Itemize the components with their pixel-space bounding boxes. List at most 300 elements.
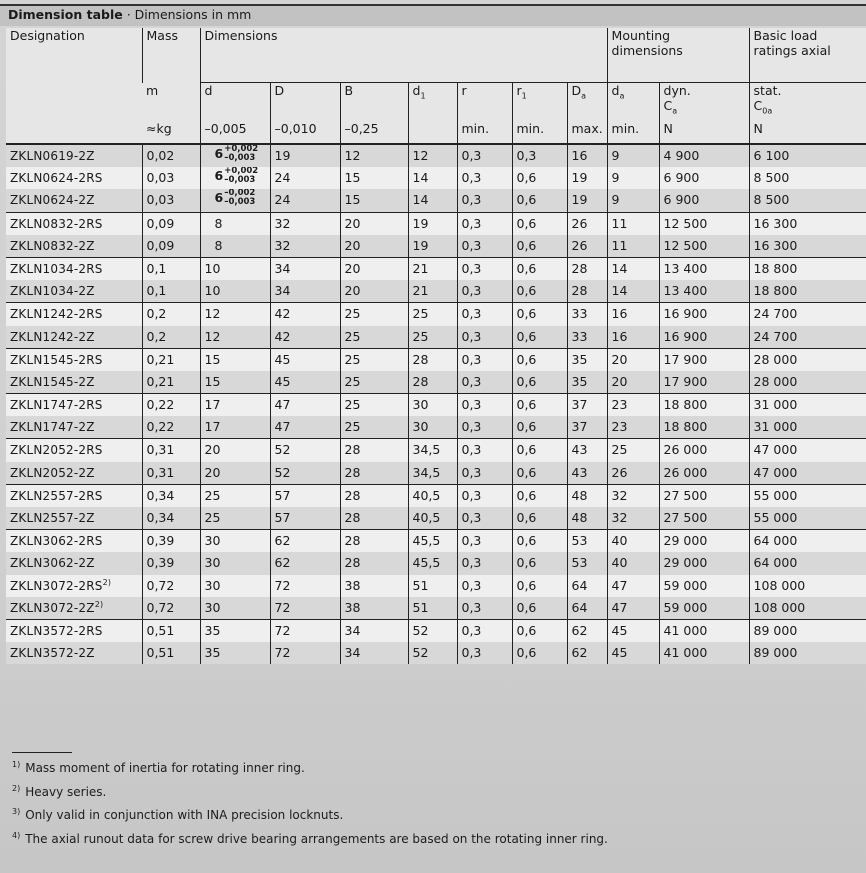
cell-r: 0,3 (457, 642, 512, 664)
cell-b: 15 (340, 167, 408, 189)
cell-da: 23 (607, 394, 659, 417)
cell-designation: ZKLN2557-2Z (6, 507, 142, 530)
header-symbol-C0a: stat. $C_{0a}$ (749, 83, 866, 122)
cell-mass: 0,31 (142, 462, 200, 485)
table-row (6, 416, 866, 439)
cell-b: 34 (340, 642, 408, 664)
table-row (6, 530, 866, 553)
cell-b: 25 (340, 326, 408, 349)
cell-d1: 40,5 (408, 484, 457, 507)
cell-da: 62 (567, 619, 607, 642)
cell-b: 20 (340, 212, 408, 235)
cell-d1: 40,5 (408, 507, 457, 530)
cell-d: 6 –0,002 –0,003 (200, 189, 270, 212)
cell-r1: 0,3 (512, 144, 567, 167)
table-body (6, 144, 866, 664)
cell-designation: ZKLN1545-2RS (6, 348, 142, 371)
cell-designation: ZKLN0619-2Z (6, 144, 142, 167)
cell-c0a: 47 000 (749, 462, 866, 485)
cell-d1: 30 (408, 394, 457, 417)
cell-da: 33 (567, 303, 607, 326)
cell-r: 0,3 (457, 303, 512, 326)
cell-c0a: 108 000 (749, 575, 866, 597)
cell-r: 0,3 (457, 462, 512, 485)
table-row (6, 597, 866, 620)
cell-d: 8 (200, 235, 270, 258)
cell-c0a: 28 000 (749, 371, 866, 394)
cell-da: 9 (607, 167, 659, 189)
cell-r1: 0,6 (512, 484, 567, 507)
cell-ca: 17 900 (659, 371, 749, 394)
cell-d: 47 (270, 416, 340, 439)
cell-da: 47 (607, 597, 659, 620)
cell-da: 45 (607, 642, 659, 664)
cell-r: 0,3 (457, 416, 512, 439)
cell-b: 12 (340, 144, 408, 167)
cell-ca: 41 000 (659, 642, 749, 664)
table-row (6, 484, 866, 507)
footnote-item: $^{3)}$ Only valid in conjunction with INA precision locknuts. (12, 807, 344, 822)
cell-da: 53 (567, 552, 607, 574)
cell-d: 24 (270, 189, 340, 212)
cell-d1: 34,5 (408, 462, 457, 485)
cell-d: 45 (270, 348, 340, 371)
cell-da: 43 (567, 462, 607, 485)
cell-mass: 0,31 (142, 439, 200, 462)
cell-ca: 27 500 (659, 484, 749, 507)
cell-d: 12 (200, 326, 270, 349)
cell-designation: ZKLN1747-2Z (6, 416, 142, 439)
cell-ca: 12 500 (659, 235, 749, 258)
cell-r1: 0,6 (512, 462, 567, 485)
cell-c0a: 31 000 (749, 394, 866, 417)
cell-r: 0,3 (457, 552, 512, 574)
table-row (6, 257, 866, 280)
table-row (6, 303, 866, 326)
header-symbol-r1: $r_1$ (512, 83, 567, 122)
tolerance: –0,002 –0,003 (224, 189, 256, 208)
cell-b: 20 (340, 235, 408, 258)
cell-r1: 0,6 (512, 507, 567, 530)
cell-da: 26 (567, 212, 607, 235)
cell-r: 0,3 (457, 235, 512, 258)
cell-r1: 0,6 (512, 552, 567, 574)
table-row (6, 462, 866, 485)
cell-ca: 16 900 (659, 326, 749, 349)
cell-d1: 52 (408, 619, 457, 642)
table-title-separator: · (122, 7, 135, 22)
footnote-item: $^{2)}$ Heavy series. (12, 783, 107, 799)
cell-r: 0,3 (457, 212, 512, 235)
cell-d1: 19 (408, 235, 457, 258)
table-row (6, 167, 866, 189)
cell-d: 10 (200, 280, 270, 303)
cell-c0a: 31 000 (749, 416, 866, 439)
cell-da: 64 (567, 597, 607, 620)
cell-c0a: 18 800 (749, 257, 866, 280)
table-row (6, 619, 866, 642)
cell-d1: 25 (408, 326, 457, 349)
footnote-rule (12, 752, 72, 753)
cell-mass: 0,39 (142, 552, 200, 574)
cell-ca: 27 500 (659, 507, 749, 530)
cell-c0a: 28 000 (749, 348, 866, 371)
cell-da: 11 (607, 235, 659, 258)
cell-d: 25 (200, 507, 270, 530)
cell-b: 28 (340, 530, 408, 553)
cell-d: 24 (270, 167, 340, 189)
tolerance: +0,002 –0,003 (224, 144, 259, 163)
header-basic-load-ratings: Basic load ratings axial (749, 28, 866, 83)
cell-r: 0,3 (457, 257, 512, 280)
cell-mass: 0,02 (142, 144, 200, 167)
cell-mass: 0,09 (142, 212, 200, 235)
cell-d1: 34,5 (408, 439, 457, 462)
cell-d1: 51 (408, 575, 457, 597)
cell-b: 34 (340, 619, 408, 642)
cell-d: 15 (200, 348, 270, 371)
cell-r1: 0,6 (512, 642, 567, 664)
cell-b: 20 (340, 280, 408, 303)
table-row (6, 575, 866, 597)
cell-d: 17 (200, 416, 270, 439)
cell-mass: 0,22 (142, 416, 200, 439)
cell-r: 0,3 (457, 394, 512, 417)
cell-b: 28 (340, 439, 408, 462)
cell-da: 28 (567, 257, 607, 280)
header-designation: Designation (6, 28, 142, 144)
unit-r1: min. (512, 121, 567, 144)
cell-d1: 14 (408, 167, 457, 189)
unit-C0a: N (749, 121, 866, 144)
cell-r1: 0,6 (512, 167, 567, 189)
cell-da: 14 (607, 257, 659, 280)
table-row (6, 552, 866, 574)
cell-mass: 0,1 (142, 257, 200, 280)
cell-c0a: 6 100 (749, 144, 866, 167)
cell-da: 40 (607, 530, 659, 553)
table-row (6, 235, 866, 258)
header-mounting-dimensions: Mounting dimensions (607, 28, 749, 83)
header-symbol-d1: $d_1$ (408, 83, 457, 122)
cell-designation: ZKLN3062-2Z (6, 552, 142, 574)
unit-r: min. (457, 121, 512, 144)
cell-r: 0,3 (457, 439, 512, 462)
cell-da: 37 (567, 394, 607, 417)
cell-d: 72 (270, 619, 340, 642)
cell-d: 30 (200, 597, 270, 620)
cell-r: 0,3 (457, 144, 512, 167)
cell-da: 35 (567, 348, 607, 371)
header-dimensions: Dimensions (200, 28, 607, 83)
cell-da: 37 (567, 416, 607, 439)
cell-d1: 25 (408, 303, 457, 326)
cell-r1: 0,6 (512, 439, 567, 462)
cell-d: 12 (200, 303, 270, 326)
cell-da: 20 (607, 371, 659, 394)
cell-d: 20 (200, 439, 270, 462)
cell-c0a: 89 000 (749, 619, 866, 642)
cell-mass: 0,51 (142, 619, 200, 642)
cell-mass: 0,51 (142, 642, 200, 664)
cell-d: 62 (270, 552, 340, 574)
cell-r: 0,3 (457, 484, 512, 507)
cell-d1: 19 (408, 212, 457, 235)
table-row (6, 439, 866, 462)
cell-r: 0,3 (457, 507, 512, 530)
cell-d: 34 (270, 280, 340, 303)
cell-b: 28 (340, 552, 408, 574)
cell-d: 52 (270, 462, 340, 485)
cell-d: 30 (200, 530, 270, 553)
header-symbol-m: m (142, 83, 200, 122)
cell-da: 16 (607, 303, 659, 326)
cell-d: 34 (270, 257, 340, 280)
cell-da: 35 (567, 371, 607, 394)
cell-c0a: 108 000 (749, 597, 866, 620)
cell-da: 23 (607, 416, 659, 439)
cell-da: 48 (567, 484, 607, 507)
cell-mass: 0,03 (142, 167, 200, 189)
cell-da: 40 (607, 552, 659, 574)
cell-c0a: 64 000 (749, 530, 866, 553)
cell-d1: 14 (408, 189, 457, 212)
table-row (6, 144, 866, 167)
cell-ca: 16 900 (659, 303, 749, 326)
cell-d: 47 (270, 394, 340, 417)
cell-ca: 26 000 (659, 462, 749, 485)
table-row (6, 212, 866, 235)
cell-designation: ZKLN3072-2Z$^{2)}$ (6, 597, 142, 620)
cell-designation: ZKLN1242-2Z (6, 326, 142, 349)
cell-d1: 21 (408, 257, 457, 280)
cell-b: 25 (340, 416, 408, 439)
cell-r1: 0,6 (512, 394, 567, 417)
cell-r: 0,3 (457, 619, 512, 642)
cell-da: 14 (607, 280, 659, 303)
cell-mass: 0,72 (142, 597, 200, 620)
cell-d: 17 (200, 394, 270, 417)
cell-d: 32 (270, 235, 340, 258)
table-row (6, 371, 866, 394)
cell-d: 8 (200, 212, 270, 235)
cell-c0a: 24 700 (749, 326, 866, 349)
cell-designation: ZKLN3572-2RS (6, 619, 142, 642)
cell-d: 62 (270, 530, 340, 553)
cell-b: 20 (340, 257, 408, 280)
cell-d: 30 (200, 575, 270, 597)
cell-b: 28 (340, 507, 408, 530)
cell-da: 16 (567, 144, 607, 167)
header-symbol-da: $d_a$ (607, 83, 659, 122)
cell-d1: 28 (408, 371, 457, 394)
cell-d: 35 (200, 642, 270, 664)
cell-da: 20 (607, 348, 659, 371)
cell-ca: 59 000 (659, 575, 749, 597)
cell-ca: 13 400 (659, 280, 749, 303)
cell-ca: 17 900 (659, 348, 749, 371)
cell-b: 28 (340, 462, 408, 485)
cell-da: 9 (607, 144, 659, 167)
unit-d1 (408, 121, 457, 144)
cell-r1: 0,6 (512, 189, 567, 212)
cell-r1: 0,6 (512, 280, 567, 303)
cell-r1: 0,6 (512, 303, 567, 326)
cell-r1: 0,6 (512, 416, 567, 439)
table-title-bold: Dimension table (8, 7, 123, 22)
cell-da: 33 (567, 326, 607, 349)
table-row (6, 326, 866, 349)
cell-designation: ZKLN1545-2Z (6, 371, 142, 394)
cell-r1: 0,6 (512, 348, 567, 371)
tolerance: +0,002 –0,003 (224, 167, 259, 186)
cell-d: 32 (270, 212, 340, 235)
cell-mass: 0,34 (142, 507, 200, 530)
footnote-ref: 2) (102, 577, 112, 587)
cell-d: 72 (270, 575, 340, 597)
cell-r1: 0,6 (512, 326, 567, 349)
cell-designation: ZKLN3072-2RS$^{2)}$ (6, 575, 142, 597)
cell-d1: 28 (408, 348, 457, 371)
cell-c0a: 55 000 (749, 484, 866, 507)
cell-mass: 0,72 (142, 575, 200, 597)
cell-d: 15 (200, 371, 270, 394)
cell-d1: 51 (408, 597, 457, 620)
cell-ca: 4 900 (659, 144, 749, 167)
cell-da: 11 (607, 212, 659, 235)
cell-d: 20 (200, 462, 270, 485)
cell-da: 47 (607, 575, 659, 597)
cell-mass: 0,22 (142, 394, 200, 417)
cell-d1: 30 (408, 416, 457, 439)
cell-d1: 52 (408, 642, 457, 664)
header-symbol-d: d (200, 83, 270, 122)
unit-B: –0,25 (340, 121, 408, 144)
cell-r1: 0,6 (512, 530, 567, 553)
footnote-ref: 2) (94, 599, 104, 609)
cell-d: 72 (270, 597, 340, 620)
cell-da: 19 (567, 167, 607, 189)
header-symbol-r: r (457, 83, 512, 122)
cell-designation: ZKLN3572-2Z (6, 642, 142, 664)
cell-d: 35 (200, 619, 270, 642)
cell-r1: 0,6 (512, 619, 567, 642)
cell-c0a: 47 000 (749, 439, 866, 462)
cell-r: 0,3 (457, 189, 512, 212)
footnote-item: $^{1)}$ Mass moment of inertia for rotating inner ring. (12, 760, 305, 775)
cell-da: 25 (607, 439, 659, 462)
cell-r1: 0,6 (512, 597, 567, 620)
table-title (0, 4, 866, 26)
cell-mass: 0,34 (142, 484, 200, 507)
cell-d: 6 +0,002 –0,003 (200, 167, 270, 189)
cell-c0a: 18 800 (749, 280, 866, 303)
cell-d: 72 (270, 642, 340, 664)
cell-designation: ZKLN1034-2Z (6, 280, 142, 303)
cell-designation: ZKLN3062-2RS (6, 530, 142, 553)
cell-d: 10 (200, 257, 270, 280)
cell-b: 25 (340, 348, 408, 371)
cell-c0a: 24 700 (749, 303, 866, 326)
cell-d: 42 (270, 303, 340, 326)
footnote-item: $^{4)}$ The axial runout data for screw drive bearing arrangements are based on the rotating inner ring. (12, 830, 608, 846)
cell-r: 0,3 (457, 167, 512, 189)
cell-ca: 26 000 (659, 439, 749, 462)
cell-mass: 0,2 (142, 303, 200, 326)
cell-d: 57 (270, 507, 340, 530)
cell-da: 45 (607, 619, 659, 642)
cell-d1: 21 (408, 280, 457, 303)
header-row-groups (6, 28, 866, 83)
unit-m: ≈kg (142, 121, 200, 144)
cell-c0a: 55 000 (749, 507, 866, 530)
cell-designation: ZKLN1242-2RS (6, 303, 142, 326)
cell-ca: 59 000 (659, 597, 749, 620)
cell-b: 28 (340, 484, 408, 507)
header-symbol-Da: $D_a$ (567, 83, 607, 122)
header-symbol-D: D (270, 83, 340, 122)
cell-designation: ZKLN2557-2RS (6, 484, 142, 507)
unit-D: –0,010 (270, 121, 340, 144)
cell-d1: 45,5 (408, 552, 457, 574)
cell-r1: 0,6 (512, 575, 567, 597)
cell-mass: 0,2 (142, 326, 200, 349)
cell-designation: ZKLN0624-2Z (6, 189, 142, 212)
cell-r: 0,3 (457, 597, 512, 620)
cell-ca: 18 800 (659, 416, 749, 439)
cell-da: 62 (567, 642, 607, 664)
cell-da: 48 (567, 507, 607, 530)
cell-c0a: 64 000 (749, 552, 866, 574)
cell-da: 19 (567, 189, 607, 212)
cell-mass: 0,21 (142, 348, 200, 371)
unit-Da: max. (567, 121, 607, 144)
cell-c0a: 8 500 (749, 189, 866, 212)
cell-r: 0,3 (457, 530, 512, 553)
cell-d: 52 (270, 439, 340, 462)
header-symbol-Ca: dyn. $C_a$ (659, 83, 749, 122)
cell-mass: 0,09 (142, 235, 200, 258)
cell-r1: 0,6 (512, 257, 567, 280)
cell-designation: ZKLN2052-2RS (6, 439, 142, 462)
cell-ca: 12 500 (659, 212, 749, 235)
cell-d: 42 (270, 326, 340, 349)
cell-ca: 13 400 (659, 257, 749, 280)
cell-da: 16 (607, 326, 659, 349)
cell-mass: 0,39 (142, 530, 200, 553)
cell-da: 26 (567, 235, 607, 258)
cell-ca: 41 000 (659, 619, 749, 642)
cell-d: 45 (270, 371, 340, 394)
table-row (6, 394, 866, 417)
cell-r1: 0,6 (512, 212, 567, 235)
cell-ca: 29 000 (659, 530, 749, 553)
cell-b: 25 (340, 394, 408, 417)
cell-r: 0,3 (457, 348, 512, 371)
dimension-table (6, 28, 866, 664)
cell-d: 6 +0,002 –0,003 (200, 144, 270, 167)
cell-designation: ZKLN0832-2RS (6, 212, 142, 235)
cell-da: 64 (567, 575, 607, 597)
cell-d: 57 (270, 484, 340, 507)
cell-d: 30 (200, 552, 270, 574)
table-row (6, 280, 866, 303)
table-row (6, 348, 866, 371)
cell-designation: ZKLN0624-2RS (6, 167, 142, 189)
cell-designation: ZKLN1034-2RS (6, 257, 142, 280)
table-row (6, 642, 866, 664)
cell-ca: 29 000 (659, 552, 749, 574)
